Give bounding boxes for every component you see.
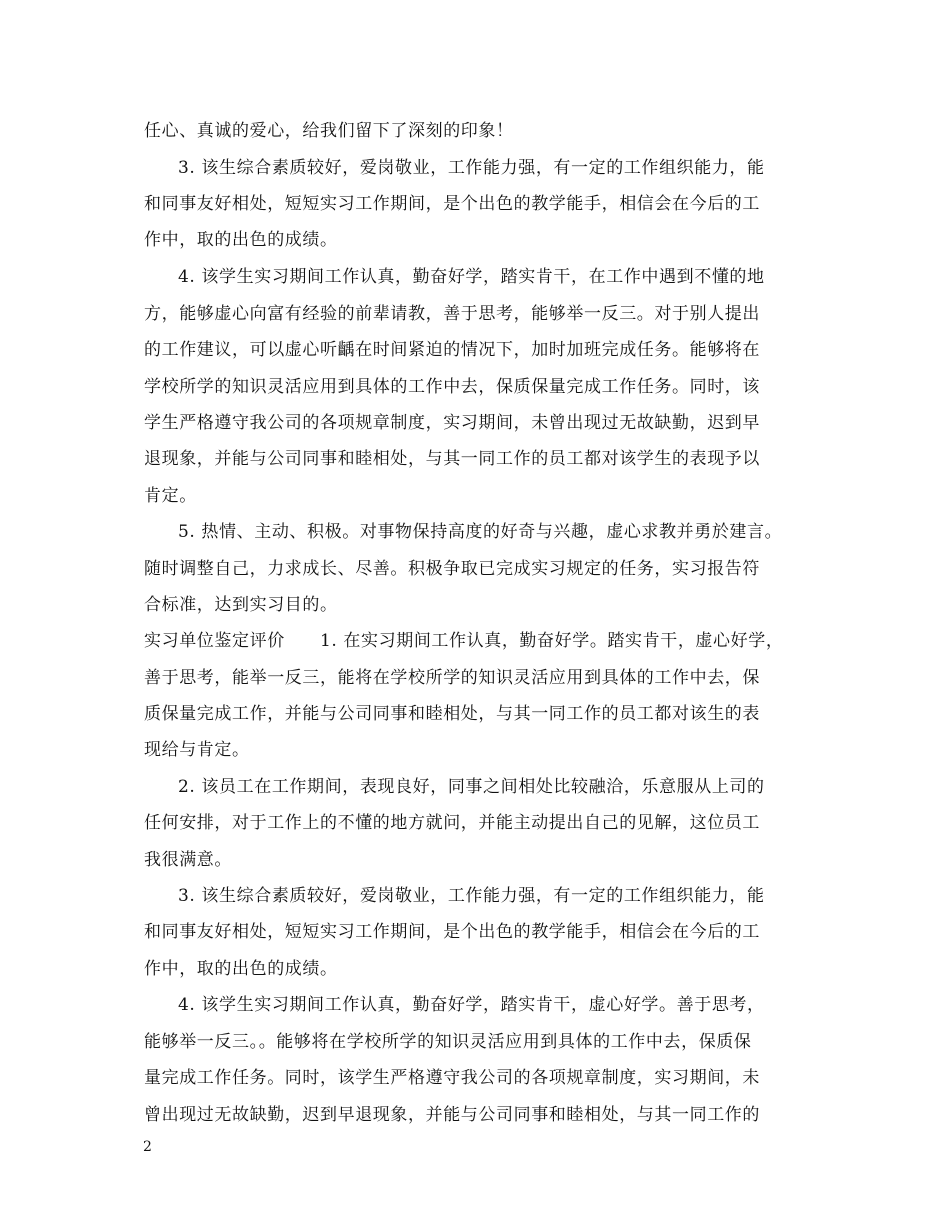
text-line: 合标准，达到实习目的。 bbox=[144, 595, 338, 615]
text-line: 4. 该学生实习期间工作认真，勤奋好学，踏实肯干，在工作中遇到不懂的地 bbox=[178, 267, 765, 287]
text-line: 我很满意。 bbox=[144, 850, 232, 870]
text-line: 随时调整自己，力求成长、尽善。积极争取已完成实习规定的任务，实习报告符 bbox=[144, 559, 760, 579]
text-line: 质保量完成工作，并能与公司同事和睦相处，与其一同工作的员工都对该生的表 bbox=[144, 704, 760, 724]
text-line: 实习单位鉴定评价 1. 在实习期间工作认真，勤奋好学。踏实肯干，虚心好学， bbox=[144, 631, 784, 651]
text-line: 的工作建议，可以虚心听齲在时间紧迫的情况下，加时加班完成任务。能够将在 bbox=[144, 340, 760, 360]
page-number: 2 bbox=[143, 1139, 152, 1155]
text-line: 任何安排，对于工作上的不懂的地方就问，并能主动提出自己的见解，这位员工 bbox=[144, 813, 760, 833]
text-line: 量完成工作任务。同时，该学生严格遵守我公司的各项规章制度，实习期间，未 bbox=[144, 1068, 760, 1088]
text-line: 肯定。 bbox=[144, 486, 197, 506]
text-line: 退现象，并能与公司同事和睦相处，与其一同工作的员工都对该学生的表现予以 bbox=[144, 449, 760, 469]
text-line: 曾出现过无故缺勤，迟到早退现象，并能与公司同事和睦相处，与其一同工作的 bbox=[144, 1105, 760, 1125]
text-line: 5. 热情、主动、积极。对事物保持高度的好奇与兴趣，虚心求教并勇於建言。 bbox=[178, 522, 783, 542]
text-line: 作中，取的出色的成绩。 bbox=[144, 959, 338, 979]
text-line: 方，能够虚心向富有经验的前辈请教，善于思考，能够举一反三。对于别人提出 bbox=[144, 304, 760, 324]
text-line: 现给与肯定。 bbox=[144, 740, 250, 760]
text-line: 和同事友好相处，短短实习工作期间，是个出色的教学能手，相信会在今后的工 bbox=[144, 922, 760, 942]
text-line: 能够举一反三。。能够将在学校所学的知识灵活应用到具体的工作中去，保质保 bbox=[144, 1032, 752, 1052]
text-line: 4. 该学生实习期间工作认真，勤奋好学，踏实肯干，虚心好学。善于思考， bbox=[178, 995, 765, 1015]
text-line: 3. 该生综合素质较好，爱岗敬业，工作能力强，有一定的工作组织能力，能 bbox=[178, 158, 765, 178]
text-line: 2. 该员工在工作期间，表现良好，同事之间相处比较融洽，乐意服从上司的 bbox=[178, 777, 765, 797]
text-line: 学生严格遵守我公司的各项规章制度，实习期间，未曾出现过无故缺勤，迟到早 bbox=[144, 413, 760, 433]
text-line: 任心、真诚的爱心，给我们留下了深刻的印象！ bbox=[144, 121, 514, 141]
text-line: 学校所学的知识灵活应用到具体的工作中去，保质保量完成工作任务。同时，该 bbox=[144, 377, 760, 397]
text-line: 和同事友好相处，短短实习工作期间，是个出色的教学能手，相信会在今后的工 bbox=[144, 194, 760, 214]
text-line: 3. 该生综合素质较好，爱岗敬业，工作能力强，有一定的工作组织能力，能 bbox=[178, 886, 765, 906]
text-line: 善于思考，能举一反三，能将在学校所学的知识灵活应用到具体的工作中去，保 bbox=[144, 668, 760, 688]
text-line: 作中，取的出色的成绩。 bbox=[144, 230, 338, 250]
